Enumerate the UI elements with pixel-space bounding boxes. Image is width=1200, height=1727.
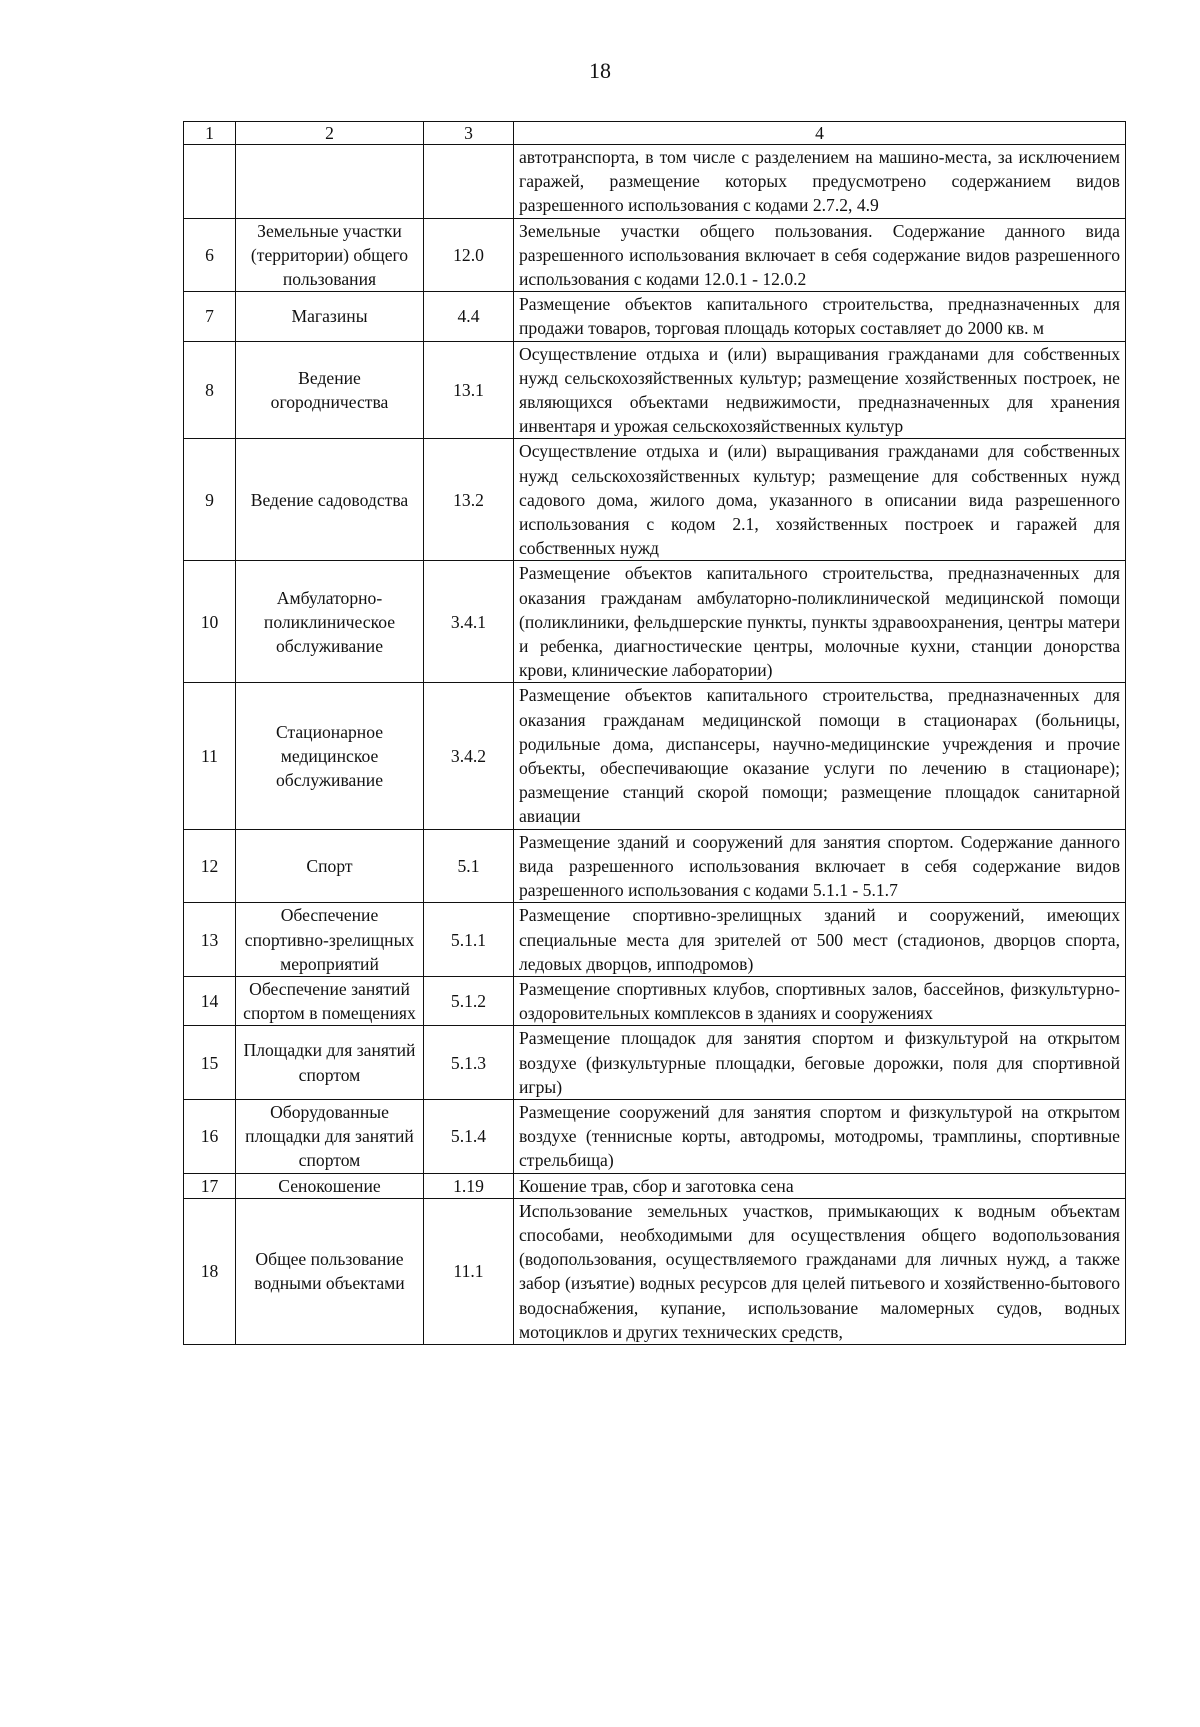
use-description: Размещение спортивных клубов, спортивных залов, бассейнов, физкультурно-оздоровительных комплексов в зданиях и сооружениях xyxy=(514,976,1126,1025)
column-header: 1 xyxy=(184,122,236,145)
column-header: 2 xyxy=(236,122,424,145)
use-name: Общее пользование водными объектами xyxy=(236,1198,424,1344)
use-description: Размещение объектов капитального строительства, предназначенных для оказания гражданам медицинской помощи в стационарах (больницы, родильные дома, диспансеры, научно-медицинские учреждения и прочие объекты, обеспечивающие оказание услуги по лечению в стационаре); размещение станций скорой помощи; размещение площадок санитарной авиации xyxy=(514,683,1126,829)
use-description: Земельные участки общего пользования. Содержание данного вида разрешенного использования включает в себя содержание видов разрешенного использования с кодами 12.0.1 - 12.0.2 xyxy=(514,218,1126,292)
table-row xyxy=(184,218,1126,292)
use-description: Размещение зданий и сооружений для занятия спортом. Содержание данного вида разрешенного использования включает в себя содержание видов разрешенного использования с кодами 5.1.1 - 5.1.7 xyxy=(514,829,1126,903)
table-header-row xyxy=(184,122,1126,145)
table-row xyxy=(184,976,1126,1025)
row-number: 8 xyxy=(184,341,236,439)
use-code xyxy=(424,145,514,219)
use-description: Кошение трав, сбор и заготовка сена xyxy=(514,1173,1126,1198)
row-number: 10 xyxy=(184,561,236,683)
row-number: 14 xyxy=(184,976,236,1025)
table-row xyxy=(184,561,1126,683)
table-row xyxy=(184,903,1126,977)
use-code: 5.1.1 xyxy=(424,903,514,977)
row-number: 18 xyxy=(184,1198,236,1344)
use-name: Стационарное медицинское обслуживание xyxy=(236,683,424,829)
use-description: Размещение сооружений для занятия спортом и физкультурой на открытом воздухе (теннисные корты, автодромы, мотодромы, трамплины, спортивные стрельбища) xyxy=(514,1099,1126,1173)
land-use-table xyxy=(183,121,1126,1345)
use-code: 13.2 xyxy=(424,439,514,561)
use-code: 1.19 xyxy=(424,1173,514,1198)
use-name: Обеспечение спортивно-зрелищных мероприятий xyxy=(236,903,424,977)
use-name: Ведение садоводства xyxy=(236,439,424,561)
use-description: Размещение спортивно-зрелищных зданий и сооружений, имеющих специальные места для зрителей от 500 мест (стадионов, дворцов спорта, ледовых дворцов, ипподромов) xyxy=(514,903,1126,977)
use-code: 12.0 xyxy=(424,218,514,292)
row-number: 13 xyxy=(184,903,236,977)
use-description: Размещение объектов капитального строительства, предназначенных для продажи товаров, торговая площадь которых составляет до 2000 кв. м xyxy=(514,292,1126,341)
use-code: 13.1 xyxy=(424,341,514,439)
row-number: 12 xyxy=(184,829,236,903)
use-name: Ведение огородничества xyxy=(236,341,424,439)
use-code: 5.1 xyxy=(424,829,514,903)
use-name: Магазины xyxy=(236,292,424,341)
row-number: 6 xyxy=(184,218,236,292)
table-row xyxy=(184,1026,1126,1100)
table-row xyxy=(184,292,1126,341)
use-name: Площадки для занятий спортом xyxy=(236,1026,424,1100)
row-number: 15 xyxy=(184,1026,236,1100)
use-description: Осуществление отдыха и (или) выращивания гражданами для собственных нужд сельскохозяйственных культур; размещение хозяйственных построек, не являющихся объектами недвижимости, предназначенных для хранения инвентаря и урожая сельскохозяйственных культур xyxy=(514,341,1126,439)
use-description: Размещение объектов капитального строительства, предназначенных для оказания гражданам амбулаторно-поликлинической медицинской помощи (поликлиники, фельдшерские пункты, пункты здравоохранения, центры матери и ребенка, диагностические центры, молочные кухни, станции донорства крови, клинические лаборатории) xyxy=(514,561,1126,683)
row-number xyxy=(184,145,236,219)
table-row xyxy=(184,341,1126,439)
table-row xyxy=(184,683,1126,829)
row-number: 7 xyxy=(184,292,236,341)
use-name: Спорт xyxy=(236,829,424,903)
column-header: 4 xyxy=(514,122,1126,145)
use-code: 5.1.3 xyxy=(424,1026,514,1100)
use-name: Оборудованные площадки для занятий спортом xyxy=(236,1099,424,1173)
use-description: Осуществление отдыха и (или) выращивания гражданами для собственных нужд сельскохозяйственных культур; размещение для собственных нужд садового дома, жилого дома, указанного в описании вида разрешенного использования с кодом 2.1, хозяйственных построек и гаражей для собственных нужд xyxy=(514,439,1126,561)
table-row xyxy=(184,1198,1126,1344)
use-code: 11.1 xyxy=(424,1198,514,1344)
use-code: 5.1.2 xyxy=(424,976,514,1025)
table-row xyxy=(184,829,1126,903)
table-row xyxy=(184,1173,1126,1198)
row-number: 17 xyxy=(184,1173,236,1198)
row-number: 11 xyxy=(184,683,236,829)
row-number: 9 xyxy=(184,439,236,561)
column-header: 3 xyxy=(424,122,514,145)
use-name: Амбулаторно-поликлиническое обслуживание xyxy=(236,561,424,683)
use-name: Земельные участки (территории) общего пользования xyxy=(236,218,424,292)
row-number: 16 xyxy=(184,1099,236,1173)
use-code: 3.4.2 xyxy=(424,683,514,829)
table-row xyxy=(184,1099,1126,1173)
use-name: Обеспечение занятий спортом в помещениях xyxy=(236,976,424,1025)
table-row xyxy=(184,439,1126,561)
use-description: автотранспорта, в том числе с разделением на машино-места, за исключением гаражей, размещение которых предусмотрено содержанием видов разрешенного использования с кодами 2.7.2, 4.9 xyxy=(514,145,1126,219)
use-code: 3.4.1 xyxy=(424,561,514,683)
use-name xyxy=(236,145,424,219)
use-name: Сенокошение xyxy=(236,1173,424,1198)
page-number: 18 xyxy=(589,58,611,83)
table-row xyxy=(184,145,1126,219)
use-description: Использование земельных участков, примыкающих к водным объектам способами, необходимыми для осуществления общего водопользования (водопользования, осуществляемого гражданами для личных нужд, а также забор (изъятие) водных ресурсов для целей питьевого и хозяйственно-бытового водоснабжения, купание, использование маломерных судов, водных мотоциклов и других технических средств, xyxy=(514,1198,1126,1344)
use-description: Размещение площадок для занятия спортом и физкультурой на открытом воздухе (физкультурные площадки, беговые дорожки, поля для спортивной игры) xyxy=(514,1026,1126,1100)
use-code: 4.4 xyxy=(424,292,514,341)
use-code: 5.1.4 xyxy=(424,1099,514,1173)
